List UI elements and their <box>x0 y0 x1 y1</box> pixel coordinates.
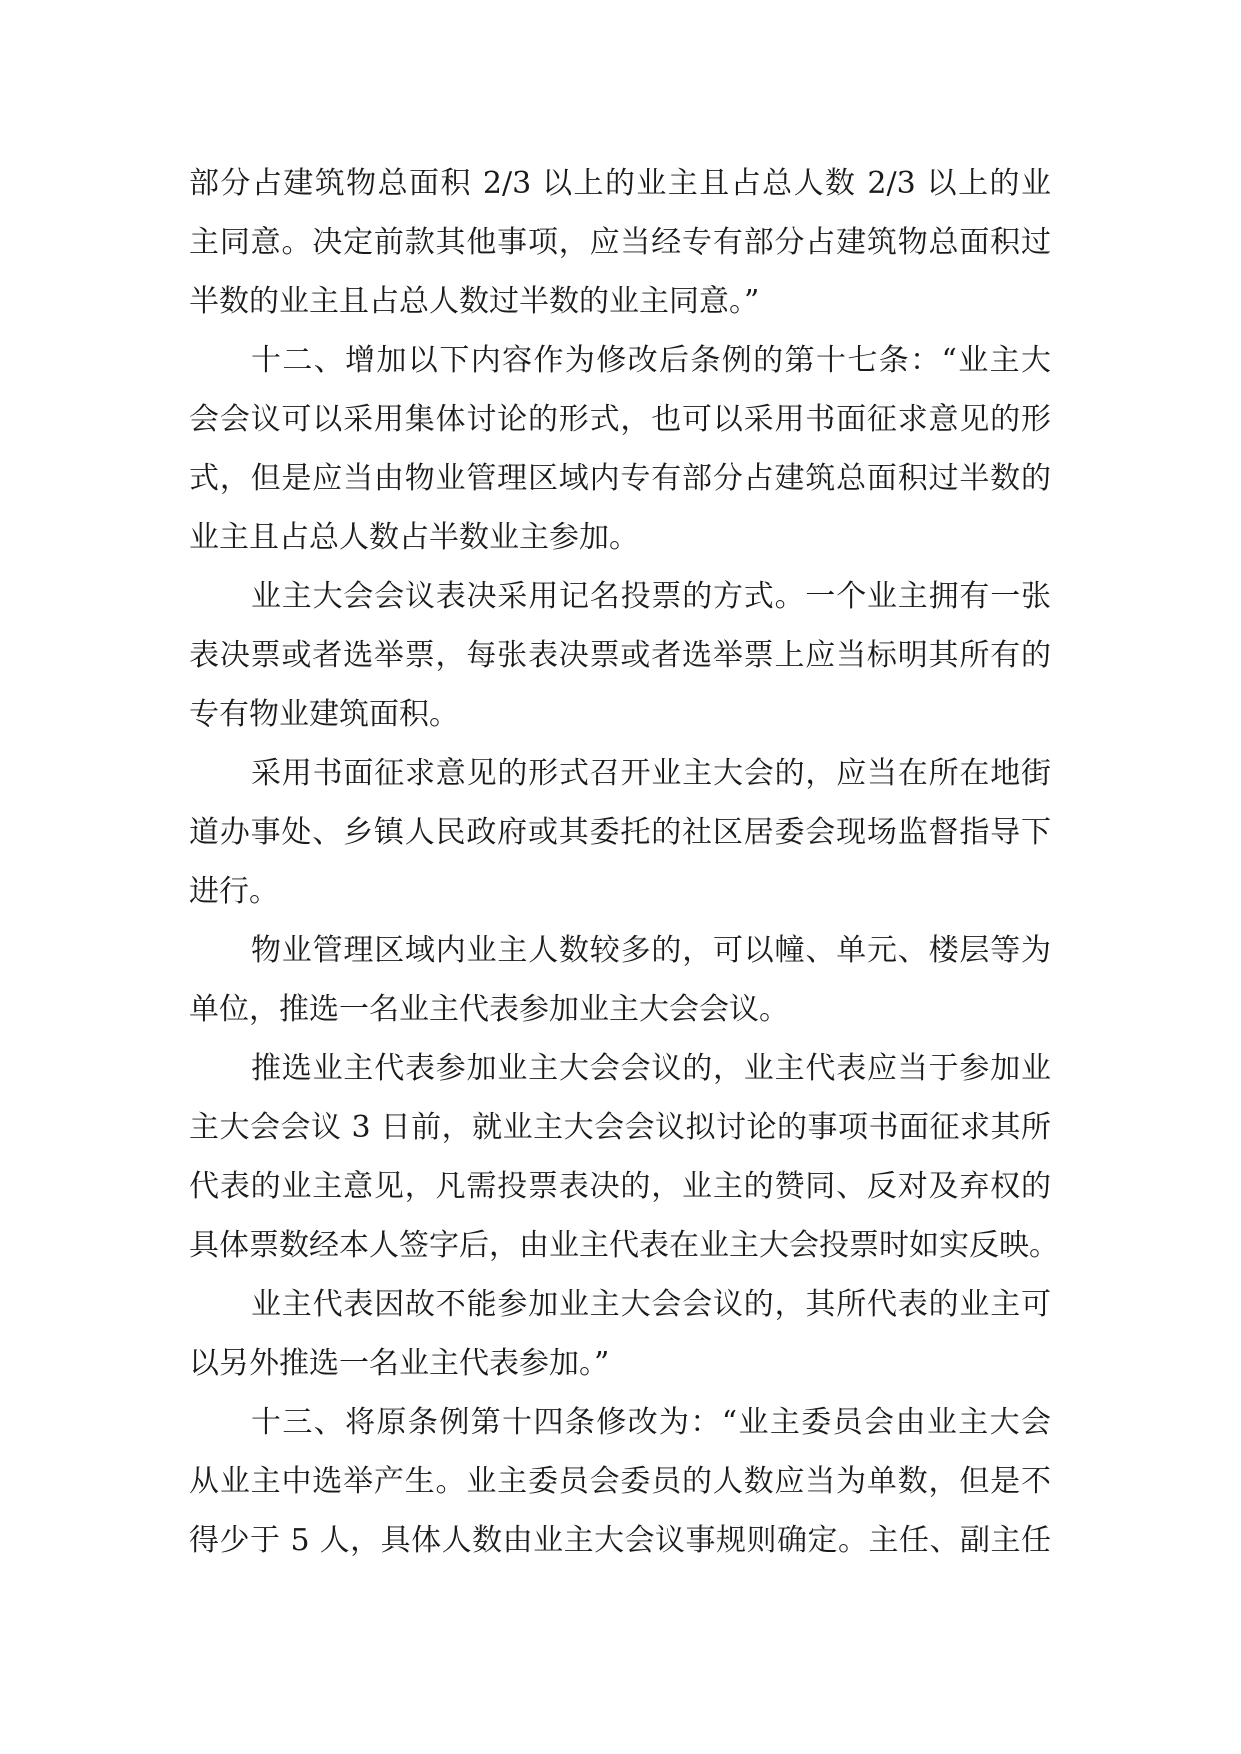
paragraph-4-line-2: 道办事处、乡镇人民政府或其委托的社区居委会现场监督指导下 <box>189 815 1051 850</box>
paragraph-4-line-3: 进行。 <box>189 874 279 909</box>
paragraph-5-line-1: 物业管理区域内业主人数较多的，可以幢、单元、楼层等为 <box>251 933 1051 968</box>
paragraph-4-line-1: 采用书面征求意见的形式召开业主大会的，应当在所在地街 <box>251 756 1051 791</box>
paragraph-1-line-3: 半数的业主且占总人数过半数的业主同意。” <box>189 284 760 319</box>
paragraph-6-line-3: 代表的业主意见，凡需投票表决的，业主的赞同、反对及弃权的 <box>189 1169 1051 1204</box>
paragraph-8-line-2: 从业主中选举产生。业主委员会委员的人数应当为单数，但是不 <box>189 1464 1051 1499</box>
paragraph-2-line-2: 会会议可以采用集体讨论的形式，也可以采用书面征求意见的形 <box>189 402 1051 437</box>
paragraph-1-line-1: 部分占建筑物总面积 2/3 以上的业主且占总人数 2/3 以上的业 <box>189 166 1051 201</box>
paragraph-3-line-1: 业主大会会议表决采用记名投票的方式。一个业主拥有一张 <box>251 579 1051 614</box>
paragraph-8-line-1: 十三、将原条例第十四条修改为：“业主委员会由业主大会 <box>251 1405 1051 1440</box>
paragraph-6-line-4: 具体票数经本人签字后，由业主代表在业主大会投票时如实反映。 <box>189 1228 1059 1263</box>
paragraph-2-line-4: 业主且占总人数占半数业主参加。 <box>189 520 639 555</box>
paragraph-3-line-2: 表决票或者选举票，每张表决票或者选举票上应当标明其所有的 <box>189 638 1051 673</box>
paragraph-7-line-2: 以另外推选一名业主代表参加。” <box>189 1346 610 1381</box>
paragraph-3-line-3: 专有物业建筑面积。 <box>189 697 459 732</box>
paragraph-1-line-2: 主同意。决定前款其他事项，应当经专有部分占建筑物总面积过 <box>189 225 1051 260</box>
paragraph-7-line-1: 业主代表因故不能参加业主大会会议的，其所代表的业主可 <box>251 1287 1051 1322</box>
paragraph-8-line-3: 得少于 5 人，具体人数由业主大会议事规则确定。主任、副主任 <box>189 1523 1051 1558</box>
paragraph-2-line-1: 十二、增加以下内容作为修改后条例的第十七条：“业主大 <box>251 343 1051 378</box>
paragraph-5-line-2: 单位，推选一名业主代表参加业主大会会议。 <box>189 992 789 1027</box>
paragraph-6-line-2: 主大会会议 3 日前，就业主大会会议拟讨论的事项书面征求其所 <box>189 1110 1051 1145</box>
paragraph-6-line-1: 推选业主代表参加业主大会会议的，业主代表应当于参加业 <box>251 1051 1051 1086</box>
paragraph-2-line-3: 式，但是应当由物业管理区域内专有部分占建筑总面积过半数的 <box>189 461 1051 496</box>
